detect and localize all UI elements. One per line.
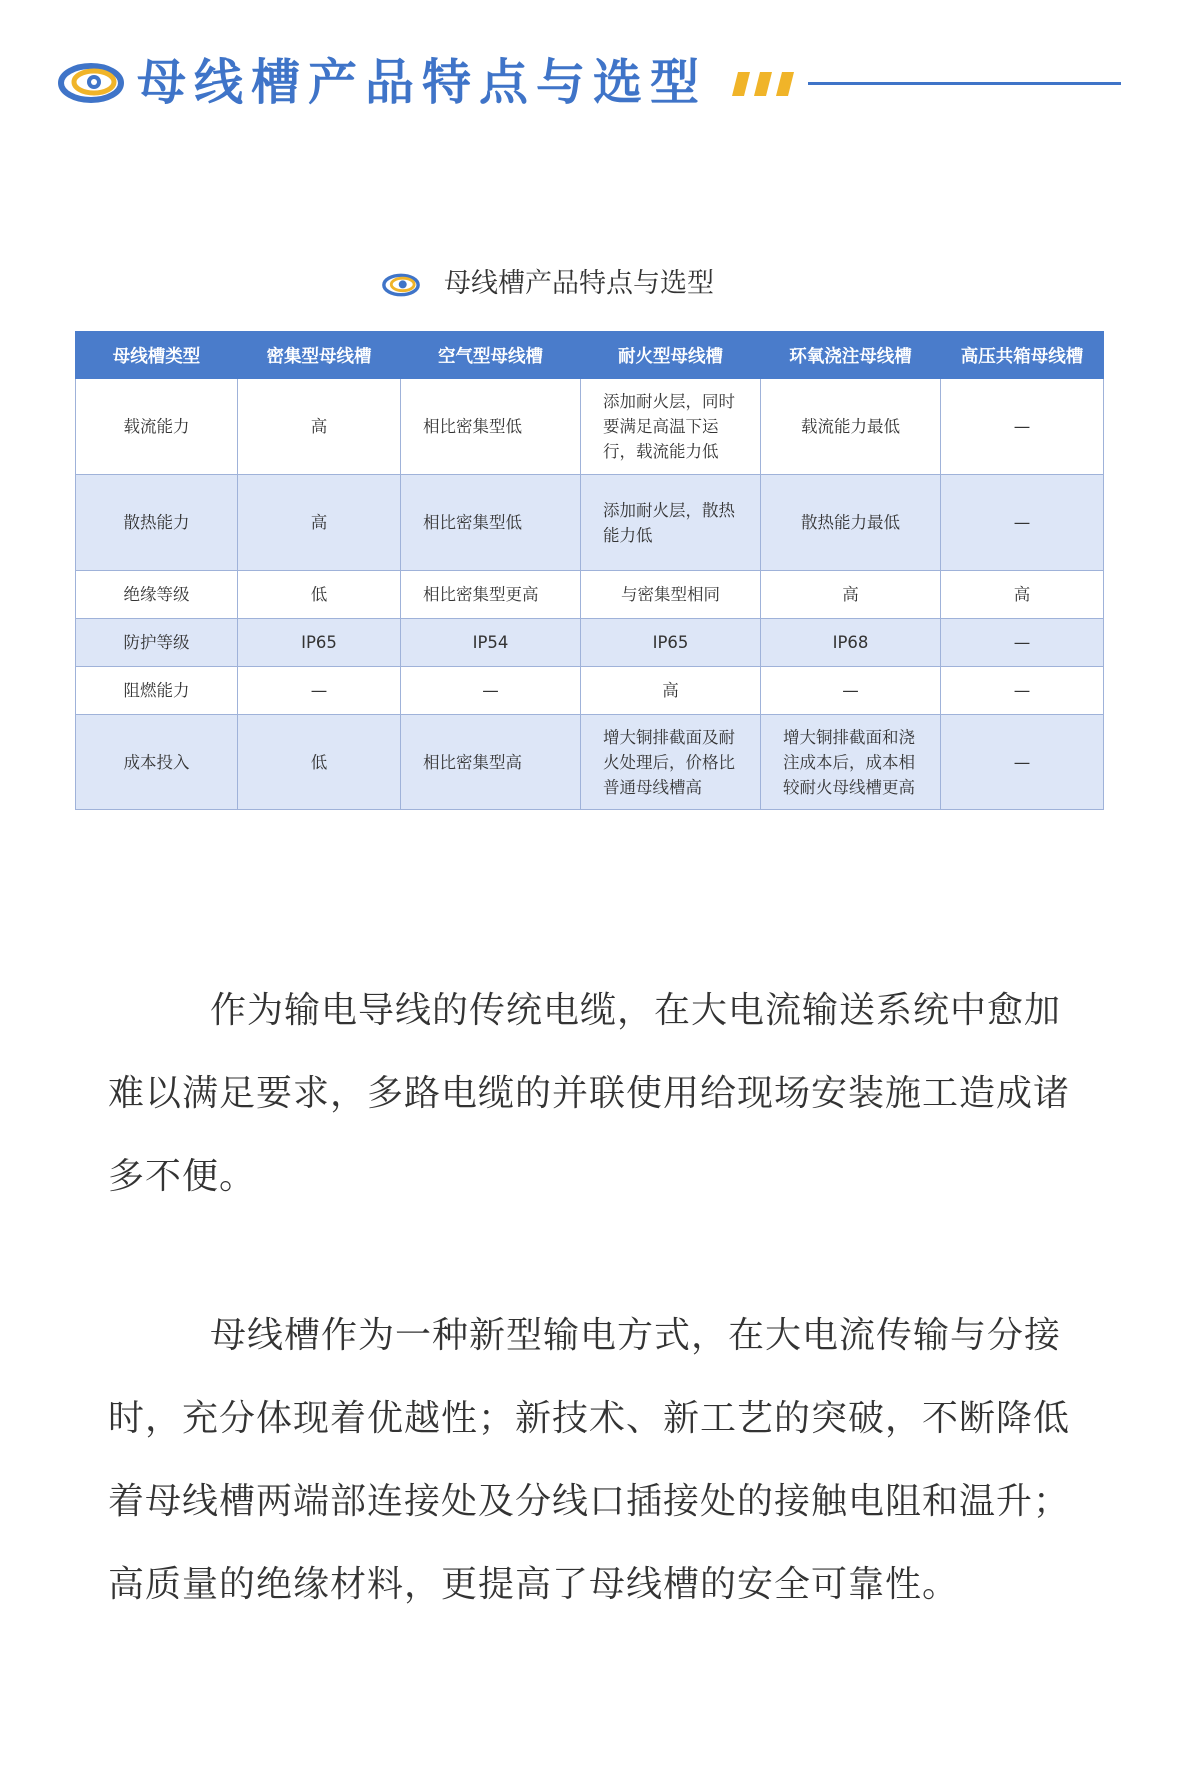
table-cell: 高 (941, 571, 1104, 619)
table-cell: — (238, 667, 401, 715)
table-cell: 高 (581, 667, 761, 715)
column-header: 母线槽类型 (76, 332, 238, 379)
table-cell: IP65 (238, 619, 401, 667)
table-cell: 低 (238, 571, 401, 619)
table-cell: 高 (238, 379, 401, 475)
table-caption (0, 262, 1179, 306)
column-header: 密集型母线槽 (238, 332, 401, 379)
body-paragraph: 作为输电导线的传统电缆，在大电流输送系统中愈加难以满足要求，多路电缆的并联使用给现场安装施工造成诸多不便。 (108, 990, 1071, 1197)
header-banner (0, 0, 1179, 170)
table-cell: 高 (238, 475, 401, 571)
table-cell: 相比密集型更高 (401, 571, 581, 619)
table-cell: 绝缘等级 (76, 571, 238, 619)
page-title: 母线槽产品特点与选型 (137, 54, 708, 111)
table-cell: 高 (761, 571, 941, 619)
table-cell: 成本投入 (76, 715, 238, 810)
table-cell: 阻燃能力 (76, 667, 238, 715)
column-header: 环氧浇注母线槽 (761, 332, 941, 379)
column-header: 空气型母线槽 (401, 332, 581, 379)
table-cell: — (941, 475, 1104, 571)
table-cell: 与密集型相同 (581, 571, 761, 619)
column-header: 耐火型母线槽 (581, 332, 761, 379)
column-header: 高压共箱母线槽 (941, 332, 1104, 379)
table-cell: 增大铜排截面和浇注成本后，成本相较耐火母线槽更高 (761, 715, 941, 810)
table-cell: — (941, 715, 1104, 810)
table-row (76, 667, 1104, 715)
table-header-row (76, 332, 1104, 379)
title-underline (808, 82, 1121, 85)
table-cell: — (761, 667, 941, 715)
table-row (76, 619, 1104, 667)
table-cell: 添加耐火层，散热能力低 (581, 475, 761, 571)
table-cell: 载流能力最低 (761, 379, 941, 475)
ring-logo-icon (381, 273, 421, 297)
table-cell: — (941, 379, 1104, 475)
ring-logo-icon (58, 62, 124, 104)
table-cell: — (941, 619, 1104, 667)
table-cell: 增大铜排截面及耐火处理后，价格比普通母线槽高 (581, 715, 761, 810)
table-row (76, 379, 1104, 475)
table-cell: — (941, 667, 1104, 715)
table-cell: 散热能力 (76, 475, 238, 571)
table-row (76, 715, 1104, 810)
table-cell: 散热能力最低 (761, 475, 941, 571)
stripes-decoration (732, 72, 798, 96)
table-cell: IP68 (761, 619, 941, 667)
table-cell: 相比密集型高 (401, 715, 581, 810)
table-cell: 相比密集型低 (401, 475, 581, 571)
table-cell: 防护等级 (76, 619, 238, 667)
table-cell: — (401, 667, 581, 715)
table-row (76, 475, 1104, 571)
table-cell: 载流能力 (76, 379, 238, 475)
table-cell: 低 (238, 715, 401, 810)
body-paragraph: 母线槽作为一种新型输电方式，在大电流传输与分接时，充分体现着优越性；新技术、新工艺的突破，不断降低着母线槽两端部连接处及分线口插接处的接触电阻和温升；高质量的绝缘材料，更提高了母线槽的安全可靠性。 (108, 1315, 1071, 1605)
table-cell: IP65 (581, 619, 761, 667)
spec-table (75, 331, 1104, 810)
table-row (76, 571, 1104, 619)
table-title: 母线槽产品特点与选型 (444, 268, 714, 299)
table-cell: 添加耐火层，同时要满足高温下运行，载流能力低 (581, 379, 761, 475)
table-cell: IP54 (401, 619, 581, 667)
table-cell: 相比密集型低 (401, 379, 581, 475)
